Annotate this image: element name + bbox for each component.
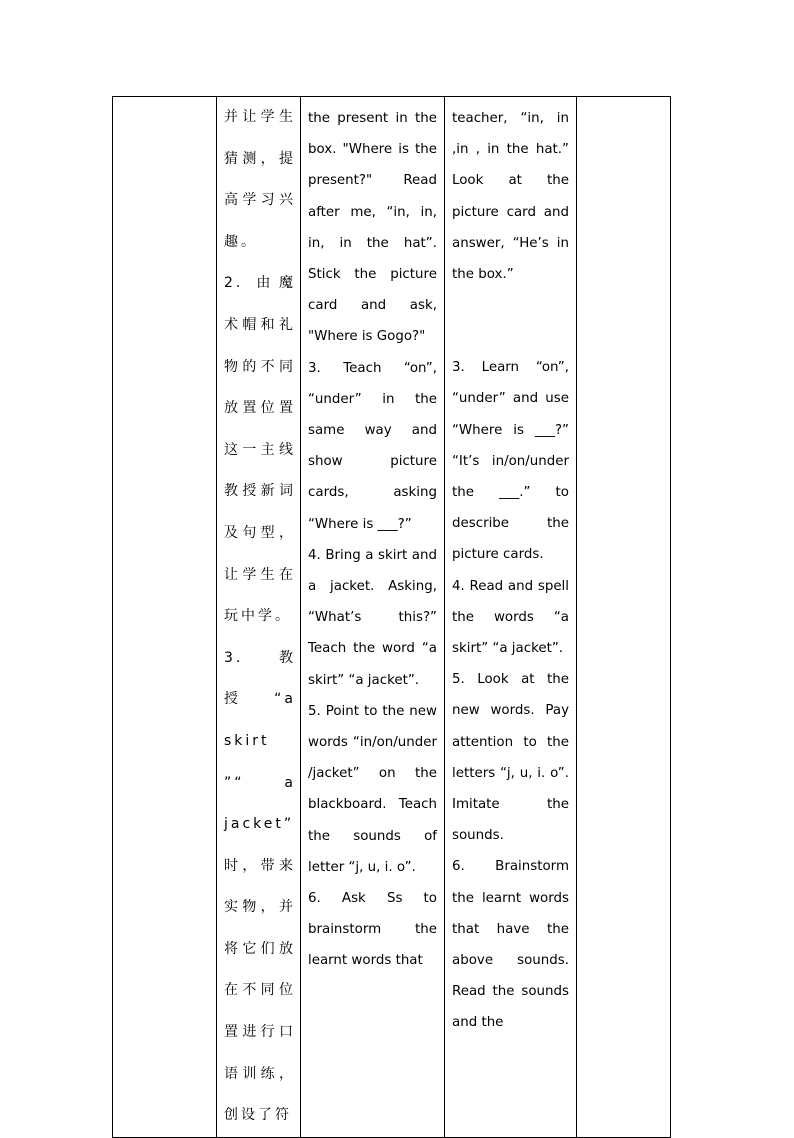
objective-paragraph: 3. 教授“a skirt ”“ a jacket”时，带来实物，并将它们放在不同位置进行口语训练，创设了符	[224, 649, 296, 1124]
teacher-activity-paragraph: 6. Ask Ss to brainstorm the learnt words that	[308, 891, 437, 969]
student-activities-text	[445, 97, 576, 1039]
teacher-activities-text	[301, 97, 444, 977]
table-cell-blank-left	[113, 97, 217, 1138]
student-activity-paragraph: 3. Learn “on”, “under” and use “Where is ___?” “It’s in/on/under the ___.” to describe the picture cards.	[452, 360, 569, 563]
cell-text-blank-right	[577, 97, 670, 103]
lesson-plan-table	[112, 96, 671, 1138]
student-activity-paragraph: 6. Brainstorm the learnt words that have the above sounds. Read the sounds and the	[452, 859, 569, 1031]
student-activity-paragraph: teacher, “in, in ,in , in the hat.” Look at the picture card and answer, “He’s in the box.”	[452, 111, 569, 283]
table-cell-teacher-activities	[301, 97, 445, 1138]
objective-paragraph: 2. 由魔术帽和礼物的不同放置位置这一主线教授新词及句型，让学生在玩中学。	[224, 275, 296, 625]
teacher-activity-paragraph: 3. Teach “on”, “under” in the same way and show picture cards, asking “Where is ___?”	[308, 360, 437, 532]
cell-text-blank-left	[113, 97, 216, 103]
table-row	[113, 97, 671, 1138]
table-cell-objectives	[217, 97, 301, 1138]
teacher-activity-paragraph: 5. Point to the new words “in/on/under /jacket” on the blackboard. Teach the sounds of letter “j, u, i. o”.	[308, 703, 437, 875]
objectives-text	[217, 97, 300, 1137]
table-cell-student-activities	[445, 97, 577, 1138]
teacher-activity-paragraph: 4. Bring a skirt and a jacket. Asking, “What’s this?” Teach the word “a skirt” “a jacket”.	[308, 547, 437, 688]
student-activity-paragraph: 4. Read and spell the words “a skirt” “a jacket”.	[452, 578, 569, 657]
student-activity-paragraph: 5. Look at the new words. Pay attention to the letters “j, u, i. o”. Imitate the sounds.	[452, 672, 569, 844]
table-cell-blank-right	[577, 97, 671, 1138]
teacher-activity-paragraph: the present in the box. "Where is the present?" Read after me, “in, in, in, in the hat”. Stick the picture card and ask, "Where is Gogo?"	[308, 111, 437, 345]
objective-paragraph: 并让学生猜测，提高学习兴趣。	[224, 109, 296, 250]
